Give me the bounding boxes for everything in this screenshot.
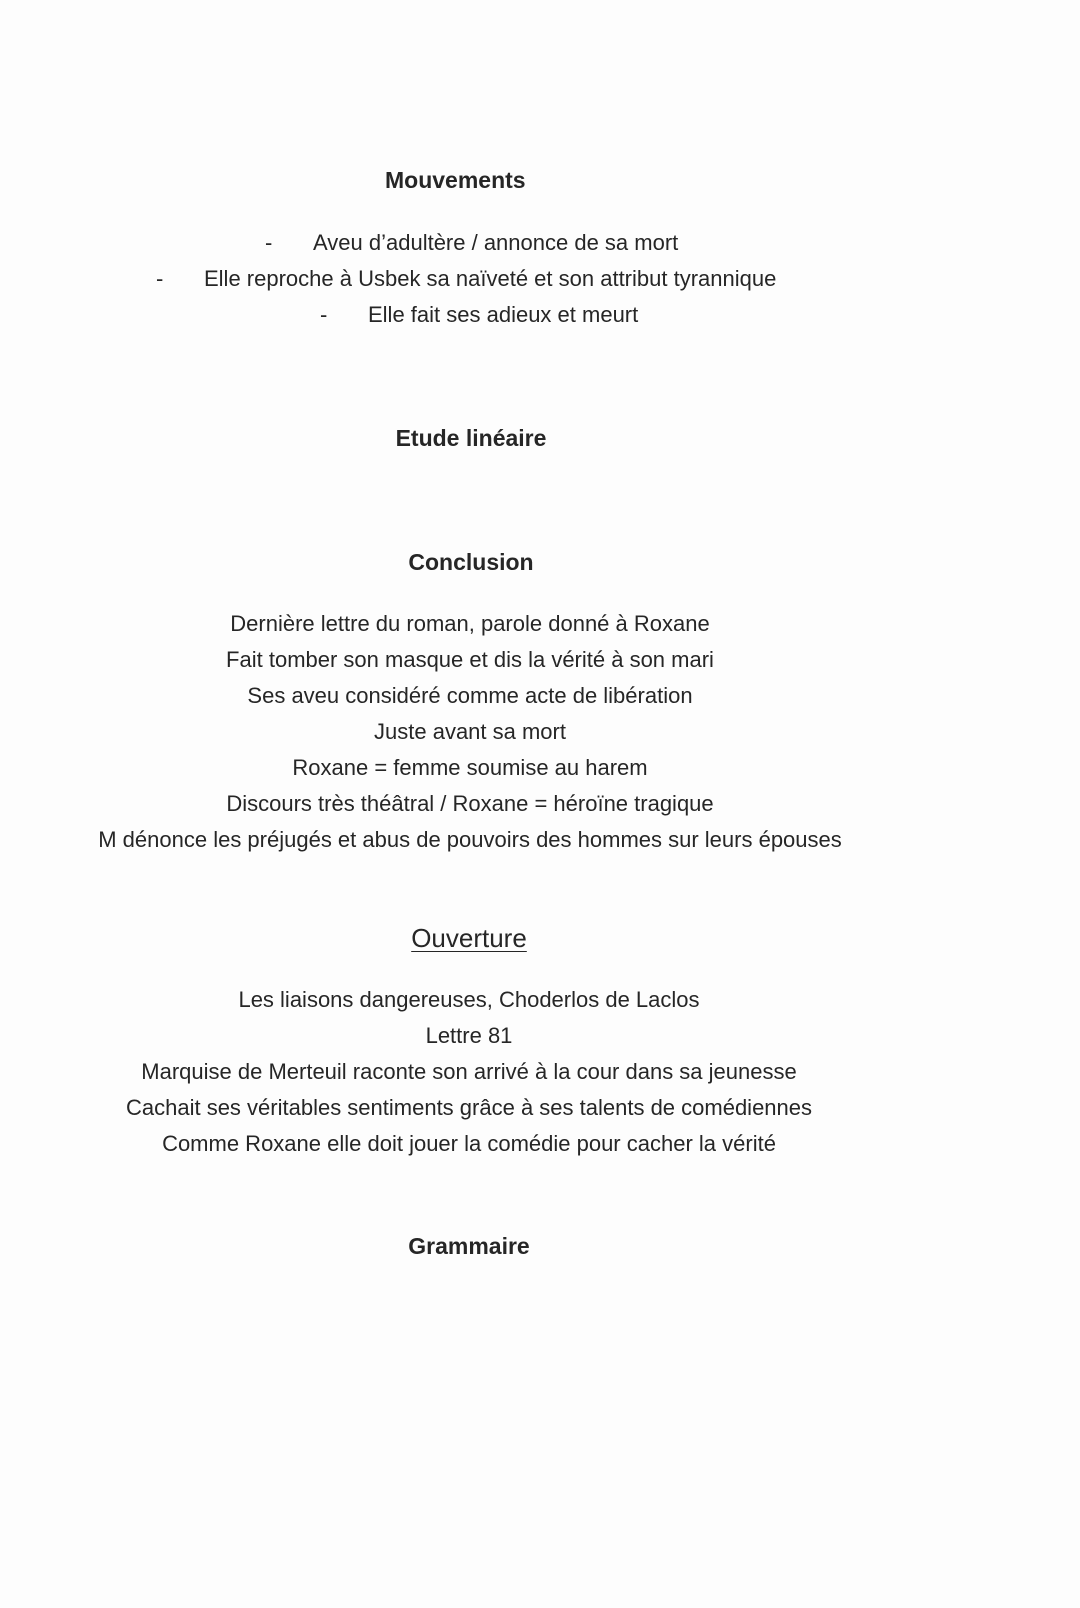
ouverture-line-3: Marquise de Merteuil raconte son arrivé à la cour dans sa jeunesse (141, 1059, 797, 1084)
mouvements-item-1-text: Aveu d’adultère / annonce de sa mort (313, 230, 679, 255)
ouverture-line-2: Lettre 81 (425, 1023, 513, 1048)
ouverture-line-5: Comme Roxane elle doit jouer la comédie pour cacher la vérité (162, 1131, 776, 1156)
list-dash: - (320, 302, 328, 327)
mouvements-item-3 (320, 301, 638, 329)
heading-mouvements: Mouvements (385, 167, 526, 193)
ouverture-line-1: Les liaisons dangereuses, Choderlos de Laclos (238, 987, 700, 1012)
heading-conclusion: Conclusion (408, 549, 534, 575)
conclusion-line-2: Fait tomber son masque et dis la vérité à son mari (226, 647, 714, 672)
conclusion-line-7: M dénonce les préjugés et abus de pouvoirs des hommes sur leurs épouses (98, 827, 842, 852)
conclusion-line-1: Dernière lettre du roman, parole donné à Roxane (230, 611, 710, 636)
heading-etude-lineaire: Etude linéaire (395, 425, 547, 451)
list-dash: - (265, 230, 273, 255)
heading-grammaire: Grammaire (408, 1233, 530, 1259)
ouverture-line-4: Cachait ses véritables sentiments grâce à ses talents de comédiennes (125, 1095, 813, 1120)
conclusion-line-6: Discours très théâtral / Roxane = héroïne tragique (226, 791, 714, 816)
heading-ouverture: Ouverture (411, 923, 527, 953)
conclusion-line-3: Ses aveu considéré comme acte de libération (247, 683, 693, 708)
mouvements-item-3-text: Elle fait ses adieux et meurt (368, 302, 639, 327)
mouvements-item-2 (156, 265, 776, 293)
list-dash: - (156, 266, 164, 291)
mouvements-item-2-text: Elle reproche à Usbek sa naïveté et son attribut tyrannique (204, 266, 777, 291)
conclusion-line-4: Juste avant sa mort (374, 719, 566, 744)
mouvements-item-1 (265, 229, 678, 257)
conclusion-line-5: Roxane = femme soumise au harem (292, 755, 648, 780)
